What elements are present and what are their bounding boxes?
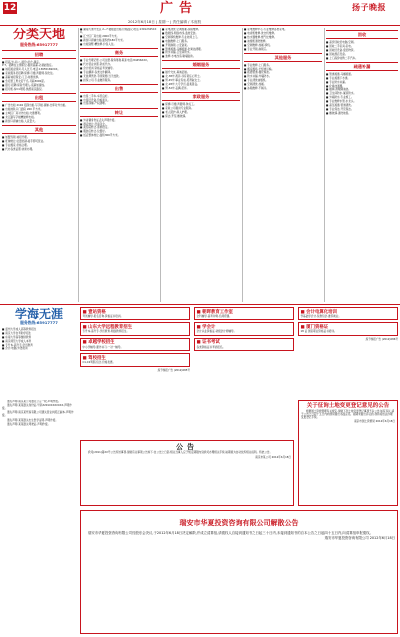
newspaper-logo: 扬子晚报 <box>352 2 386 12</box>
classified-ad: ■ 防水补漏,外墙防水。 <box>244 75 272 79</box>
ad-box-body: 零基础学会计,包教包会,推荐就业。 <box>300 314 342 318</box>
classified-ad: ■ 疏通管道,抽化粪池。 <box>244 71 272 75</box>
classified-ad: ■ 专业防水补漏。 <box>326 80 348 84</box>
classified-ad: ■ 出租别墅,精装修,拎包入住。 <box>80 42 117 46</box>
land-notice-signature: 南京市国土资源局 2012年6月18日 <box>354 419 395 423</box>
dissolution-title: 瑞安市华夏投资咨询有限公司解散公告 <box>179 519 299 527</box>
classified-ad: ■ 上门高价收购二手汽车。 <box>326 56 358 60</box>
ad-box-body: 18 证 国家职业资格证书培训。 <box>300 330 337 334</box>
ad-box-title: ■ 驾校招生 <box>82 355 106 361</box>
ad-box-title: ■ 学会计 <box>196 324 216 330</box>
classified-column-2 <box>80 28 158 302</box>
classified-ad: ■ 管道疏通,马桶疏通,化粪池清理。 <box>162 47 204 51</box>
classified-ad: ■ 油烟机清洗维修。 <box>244 39 269 43</box>
lost-notice: 遗失声明:某某遗失身份证,号码3201XXXXXXXX,声明作废。 <box>2 404 72 411</box>
classified-ad: ■ 旺铺转让,位置优越,接手即可营业。 <box>2 139 46 143</box>
classified-ad: ■ 出售二手车,车况良好。 <box>80 94 111 98</box>
classified-ad: ■ 担保公司,专业融资服务。 <box>80 78 113 82</box>
classified-column-3 <box>162 28 240 302</box>
classified-ad: ■ 美容院转让,客源稳定。 <box>80 126 111 130</box>
classified-ad: ■ 保姆,月嫂,育婴师,钟点工。 <box>162 103 197 107</box>
classified-ad: ■ 主城区厂房对外出租,交通便利。 <box>2 111 43 115</box>
ad-box-title: ■ 证书考试 <box>196 340 220 346</box>
classified-ad: ■ 家政公司提供专业服务。 <box>162 107 194 111</box>
ad-box <box>194 338 294 351</box>
education-ads-1 <box>80 307 190 437</box>
classified-ad: ■ 男,52岁,丧偶,觅伴。 <box>162 87 190 91</box>
lost-notice: 遗失声明:南京某公司遗失公章一枚,声明作废。 <box>7 400 61 403</box>
section-heading: 疏通补漏 <box>326 62 398 71</box>
classified-ad: ■ 专业保洁,开荒保洁。 <box>326 107 354 111</box>
classified-ad: ■ 男,45岁,事业有成,觅贤淑女士。 <box>162 79 203 83</box>
land-notice-body: 根据国土资源管理有关规定,现就下列土地变更登记事项予以公告,如有异议,请于公告之日起十五日内向我局提出书面意见。逾期未提出异议的,我局将依法办理变更登记手续。 <box>301 409 395 419</box>
section-heading: 出售 <box>80 84 158 93</box>
classified-ad: ■ 专业搬家,价格合理。 <box>2 143 30 147</box>
classified-column-4 <box>244 28 322 302</box>
ad-box-body: 中小学辅导,课外补习,一对一辅导。 <box>82 345 124 349</box>
classified-ad: ■ 高压疏通,管道清洗。 <box>326 104 354 108</box>
public-notice <box>80 440 294 506</box>
education-ads-3 <box>298 307 398 397</box>
classified-ad: ■ 诚招美业顾问,月入过万,电话:13655169XXX。 <box>2 68 61 72</box>
page-number: 12 <box>3 3 17 13</box>
ad-box-title: ■ 朝晖教育工作室 <box>196 309 233 315</box>
section-heading: 转让 <box>80 108 158 117</box>
classified-ad: ■ 空调维修,加氟,移机。 <box>244 43 273 47</box>
classified-ad: ■ 卫生间防水,屋顶防水。 <box>326 92 357 96</box>
classified-ad: ■ 女,38岁,离异,寻有责任心男士。 <box>162 75 203 79</box>
dissolution-notice <box>80 510 398 634</box>
classified-ad: ■ 外墙防水,专业施工。 <box>326 96 354 100</box>
classified-ad: ■ 服装店转让,位置好。 <box>80 130 108 134</box>
classified-ad: ■ 出售旧设备,价格面议。 <box>80 98 111 102</box>
education-hotline: 服务热线:65917777 <box>20 320 58 326</box>
classified-ad: ■ 家电维修中心,专业维修各类家电。 <box>244 28 288 31</box>
lost-notice: 遗失声明:某某遗失出生医学证明,声明作废。 <box>7 418 58 422</box>
classified-ad: ■ 装修,水电改造,刷墙贴砖。 <box>162 55 196 59</box>
classified-ad: ■ 招司机,持C1驾照,熟悉南京路况。 <box>2 87 45 91</box>
classified-ad: ■ 回收酒店设备。 <box>326 52 348 56</box>
classified-ad: ■ 专业清洗油烟机。 <box>244 79 269 83</box>
land-change-notice <box>298 400 398 506</box>
education-ad: ■ 南京大学自考助学招生 <box>2 331 32 335</box>
classified-ad: ■ 高价回收旧电脑,空调。 <box>326 41 357 45</box>
classified-ad: ■ 酒店转让,设备齐全。 <box>80 122 108 126</box>
section-heading: 其他 <box>2 125 76 134</box>
classified-column-5 <box>326 28 398 302</box>
section-heading: 回收 <box>326 30 398 39</box>
classified-ad: ■ 专业维修水管,水龙头。 <box>326 100 357 104</box>
classified-ad: ■ 高薪诚招保安,门卫,待遇优厚。 <box>2 76 41 80</box>
notice-title: 公告 <box>176 443 198 451</box>
ad-box-title: ■ 山东大学远程教育招生 <box>82 324 133 330</box>
classified-ad: ■ 老人陪护,病人护理。 <box>162 111 190 115</box>
classified-ad: ■ 代办营业执照,资质代办。 <box>80 62 113 66</box>
classified-ad: ■ 会计培训,资格证考试辅导。 <box>80 66 116 70</box>
ad-license-2: 扬子晚报广告 (2012)086号 <box>365 337 398 341</box>
classified-ad: ■ 空调清洗,加氟。 <box>244 83 267 87</box>
header-rule <box>0 25 400 26</box>
classified-ad: ■ 出售商铺,产权清晰。 <box>80 102 108 106</box>
classified-ad: ■ 无抵押贷款,手续简便,当天放款。 <box>80 74 122 78</box>
date-line: 2012年6月18日 | 星期一 | 责任编辑 / 木庭枝 <box>128 20 202 24</box>
section-heading: 商务 <box>80 48 158 57</box>
classified-ad: ■ 家电清洗,空调加氟,冰箱维修。 <box>162 28 201 31</box>
classified-column-1 <box>2 28 76 302</box>
classified-ad: ■ 专业翻译,各类文件翻译。 <box>80 70 113 74</box>
dissolution-body: 瑞安市华夏投资咨询有限公司经股东会决议,于2012年6月18日决定解散,并成立清算组,请债权人自接到通知书之日起三十日内,未接到通知书的自本公告之日起四十五日内,向清算组申报债权。 <box>88 531 373 536</box>
classified-ad: ■ 管道疏通,马桶疏通。 <box>326 72 354 76</box>
classified-ad: ■ 保洁,开荒,擦玻璃。 <box>162 114 188 118</box>
classified-ad: ■ 电视机维修,洗衣机维修。 <box>244 31 277 35</box>
ad-box-title: ■ 厦门资格证 <box>300 324 329 330</box>
classified-ad: ■ 新街口商铺出租,人流量大。 <box>2 119 38 123</box>
section-heading: 其他服务 <box>244 53 322 62</box>
classified-ad: ■ 新街口商铺出租,面积约180平方米。 <box>80 38 126 42</box>
classified-ad: P·T。招聘在主管职位,提供高薪,必须能胜任。 <box>2 64 55 68</box>
ad-box <box>194 322 294 335</box>
classified-ad: ■ 化粪池清理。 <box>326 84 345 88</box>
classified-ad: ■ 外省籍身份证丢失声明作废。 <box>80 118 117 122</box>
ad-box <box>80 353 190 366</box>
notice-signature: 南京市某公司 2012年6月18日 <box>255 455 291 459</box>
lost-notices <box>2 400 76 634</box>
classified-ad: ■ 家政服务员招聘,保姆,月嫂,育婴师,包吃住。 <box>2 72 56 76</box>
education-ads-2 <box>194 307 294 397</box>
education-ad: ■ 东南大学高等继续教育 <box>2 335 32 339</box>
ad-box-body: 考试辅导,报名咨询,资格证书培训。 <box>82 314 124 318</box>
classified-ad: ■ 饭店整体转让,面积300平方米。 <box>80 134 121 138</box>
classified-ad: ■ 出租地铁口门面房 260 平方米。 <box>2 107 43 111</box>
section-heading: 出租 <box>2 93 76 102</box>
education-section <box>2 307 76 397</box>
classified-brand: 分类天地 <box>12 28 65 42</box>
education-ad: ■ 会计,电脑,外语培训 <box>2 347 28 351</box>
dissolution-signature: 瑞安市华夏投资咨询有限公司 2012年6月18日 <box>324 536 395 541</box>
classified-ad: ■ 江宁区厂房出租 2000平方米。 <box>80 35 120 39</box>
classified-ad: ■ 代办各类证照,快速办理。 <box>2 147 35 151</box>
ad-box <box>194 307 294 320</box>
classified-ad: ■ 专业疏通下水道。 <box>326 76 351 80</box>
ad-box <box>80 322 190 335</box>
classified-ad: ■ 湖南大道开发区 2~7 楼楼层出租,价格面议,电话:13912345XXX。 <box>80 28 157 35</box>
ad-box-title: ■ 卓越学校招生 <box>82 340 115 346</box>
classified-ad: ■ 专业开锁,换锁芯。 <box>244 47 269 51</box>
ad-box-body: 全科辅导,高考冲刺,名师授课。 <box>196 314 232 318</box>
ad-box <box>80 307 190 320</box>
classified-ad: ■ 数据线,网络布线,监控安装。 <box>162 31 199 35</box>
ad-box-body: C1,C2驾照,包过,价格优惠。 <box>82 360 116 364</box>
classified-ad: ■ 回收二手家具,家电。 <box>326 44 354 48</box>
ad-box-body: 各类资格证书考试报名。 <box>196 345 226 349</box>
ad-box-title: ■ 壹站资格 <box>82 309 106 315</box>
classified-ad: ■ 龙江路写字楼精装修出租。 <box>2 115 37 119</box>
land-notice-title: 关于征询土地变更登记意见的公告 <box>306 403 390 409</box>
classified-ad: ■ 急招普工男女若干名,月薪3000起。 <box>2 80 47 84</box>
lost-notice: 遗失声明:某某遗失驾驶证,声明作废。 <box>7 422 51 426</box>
notice-paragraph: 我司(2011)第XX号公告所述事项,现就有关事项公告如下:自公告之日起,相关当事人应于规定期限内到我司办理相关手续,逾期视为自动放弃相关权利。特此公告。 <box>88 451 273 455</box>
classified-ad: ■ 招高·外,初,八,特价,好仓,满意。 <box>2 60 42 64</box>
classified-ad: ■ 防水补漏,卫生间防水。 <box>162 51 193 55</box>
ad-license: 扬子晚报广告 (2012)085号 <box>157 368 190 372</box>
classified-ad: ■ 专业代理记账,公司注册,税务筹划,联系电话:84456XXX。 <box>80 58 150 62</box>
classified-ad: ■ 开锁换锁,公安备案。 <box>162 43 190 47</box>
classified-hotline: 服务热线:65917777 <box>20 42 58 47</box>
classified-ad: ■ 加盟连锁,诚招代理。 <box>2 135 30 139</box>
ad-box-title: ■ 会计电算化培训 <box>300 309 337 315</box>
classified-ad: ■ 热水器维修,燃气灶维修。 <box>244 35 277 39</box>
classified-sections <box>2 50 76 151</box>
lost-notice: 遗失声明:南京某贸易有限公司遗失营业执照正副本,声明作废。 <box>2 411 74 418</box>
education-ad: ■ 南京师范大学成人本科 <box>2 339 32 343</box>
masthead <box>0 0 400 17</box>
classified-ad: ■ 搬家搬场,长短途运输。 <box>244 67 275 71</box>
ad-box-body: 会计从业资格证,初级会计师辅导。 <box>196 330 237 334</box>
section-heading: 婚姻服务 <box>162 60 240 69</box>
education-ad: ■ 专升本,高升专,学历教育 <box>2 343 33 347</box>
classified-ad: ■ 广告出租 2104 招商出租,写字楼,商铺,仓库对外出租。 <box>2 104 68 108</box>
section-heading: 家政服务 <box>162 92 240 101</box>
classified-ad: ■ 电脑维修,上门服务。 <box>162 39 190 43</box>
classified-ad: ■ 女,28岁,大专学历,温柔善良。 <box>162 83 200 87</box>
classified-ad: ■ 银行,招聘,保险代理人,底薪加提成。 <box>2 84 47 88</box>
ad-box <box>80 338 190 351</box>
classified-ad: ■ 婚介交友,真诚征婚。 <box>162 71 190 75</box>
education-brand: 学海无涯 <box>14 307 63 321</box>
classified-ad: ■ 冰箱维修,不制冷。 <box>244 87 269 91</box>
ad-box-body: 专升本,高升专,学历教育,网络教育招生。 <box>82 330 130 334</box>
classified-ad: ■ 空调移机维修,专业技师上门。 <box>162 35 200 39</box>
classified-ad: ■ 专业维修,上门服务。 <box>244 63 272 67</box>
section-title: 广告 <box>160 1 199 16</box>
ad-box <box>298 322 398 335</box>
classified-ad: ■ 抽粪,清理隔油池。 <box>326 88 351 92</box>
section-heading: 招聘 <box>2 50 76 59</box>
education-ad: ■ 温州大学成人高等教育招生 <box>2 327 37 331</box>
classified-ad: ■ 擦玻璃,清洗地毯。 <box>326 111 351 115</box>
classified-ad: ■ 回收旧设备,废旧物资。 <box>326 48 357 52</box>
ad-box <box>298 307 398 320</box>
